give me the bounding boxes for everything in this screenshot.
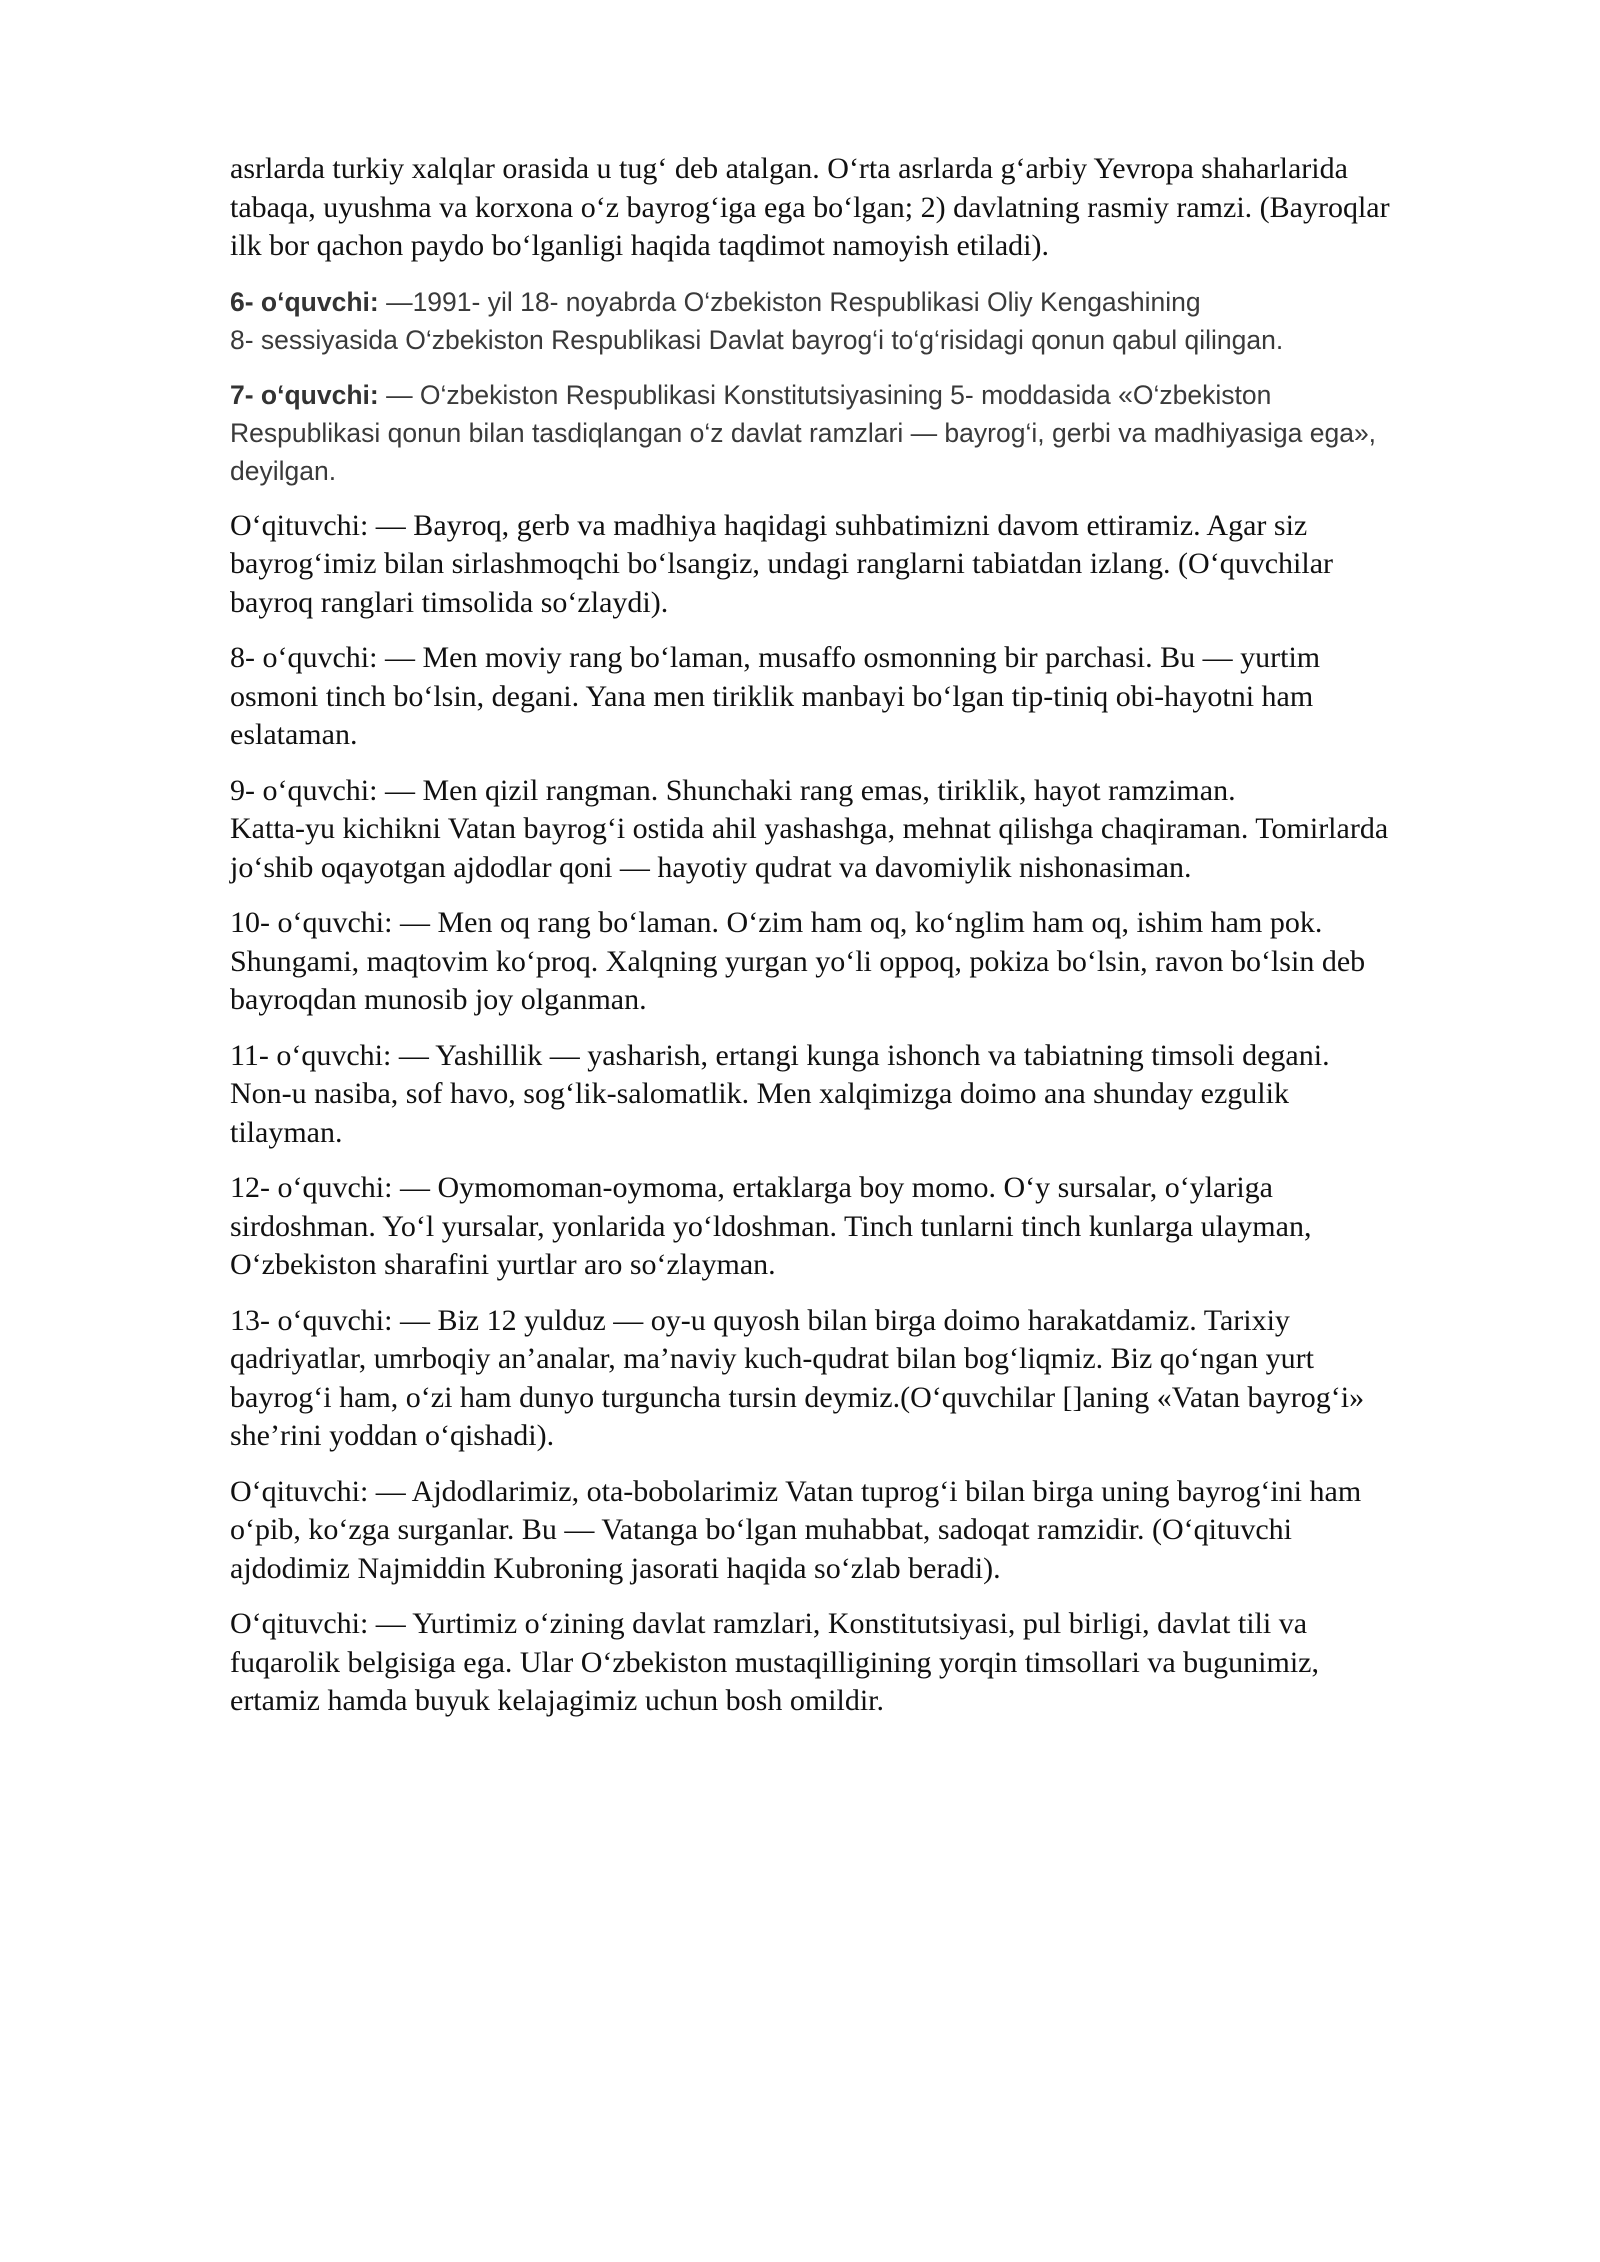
text-line: bayroq ranglari timsolida so‘zlaydi). <box>230 585 669 619</box>
text-line: 10- o‘quvchi: — Men oq rang bo‘laman. O‘zim ham oq, ko‘nglim ham oq, ishim ham pok. <box>230 906 1323 939</box>
text-line: O‘qituvchi: — Bayroq, gerb va madhiya haqidagi suhbatimizni davom ettiramiz. Agar siz <box>230 508 1308 542</box>
text-line: o‘pib, ko‘zga surganlar. Bu — Vatanga bo‘lgan muhabbat, sadoqat ramzidir. (O‘qituvchi <box>230 1513 1292 1546</box>
text-line: Non-u nasiba, sof havo, sog‘lik-salomatlik. Men xalqimizga doimo ana shunday ezgulik <box>230 1077 1289 1110</box>
text-line: deyilgan. <box>230 455 337 486</box>
text-line: Respublikasi qonun bilan tasdiqlangan o‘z davlat ramzlari — bayrog‘i, gerbi va madhiyasiga ega», <box>230 417 1377 448</box>
text-line: ajdodimiz Najmiddin Kubroning jasorati haqida so‘zlab beradi). <box>230 1551 1001 1585</box>
text-line: osmoni tinch bo‘lsin, degani. Yana men tiriklik manbayi bo‘lgan tip-tiniq obi-hayotni ham <box>230 679 1314 713</box>
paragraph-teacher-ancestors <box>230 1473 1490 1589</box>
paragraph-student-8 <box>230 639 1490 755</box>
paragraph-student-11 <box>230 1037 1490 1153</box>
text-line: 11- o‘quvchi: — Yashillik — yasharish, ertangi kunga ishonch va tabiatning timsoli degani. <box>230 1038 1330 1072</box>
text-line: tabaqa, uyushma va korxona o‘z bayrog‘iga ega bo‘lgan; 2) davlatning rasmiy ramzi. (Bayroqlar <box>230 190 1390 224</box>
text-line: jo‘shib oqayotgan ajdodlar qoni — hayotiy qudrat va davomiylik nishonasiman. <box>230 850 1192 884</box>
paragraph-student-6 <box>230 283 1490 359</box>
text-line: sirdoshman. Yo‘l yursalar, yonlarida yo‘ldoshman. Tinch tunlarni tinch kunlarga ulayman, <box>230 1209 1312 1243</box>
speaker-label: 7- o‘quvchi: <box>230 379 379 410</box>
line-text: —1991- yil 18- noyabrda O‘zbekiston Respublikasi Oliy Kengashining <box>378 286 1201 317</box>
text-line: she’rini yoddan o‘qishadi). <box>230 1419 555 1452</box>
text-line: ertamiz hamda buyuk kelajagimiz uchun bosh omildir. <box>230 1684 885 1717</box>
paragraph-student-12 <box>230 1169 1490 1285</box>
text-line: 8- o‘quvchi: — Men moviy rang bo‘laman, musaffo osmonning bir parchasi. Bu — yurtim <box>230 641 1321 674</box>
text-line: bayrog‘imiz bilan sirlashmoqchi bo‘lsangiz, undagi ranglarni tabiatdan izlang. (O‘quvchilar <box>230 547 1333 580</box>
speaker-label: 6- o‘quvchi: <box>230 286 379 317</box>
text-line: fuqarolik belgisiga ega. Ular O‘zbekiston mustaqilligining yorqin timsollari va bugunimiz, <box>230 1645 1319 1679</box>
line-text: — O‘zbekiston Respublikasi Konstitutsiyasining 5- moddasida «O‘zbekiston <box>378 379 1272 410</box>
text-line: O‘qituvchi: — Yurtimiz o‘zining davlat ramzlari, Konstitutsiyasi, pul birligi, davlat tili va <box>230 1607 1308 1640</box>
text-line: O‘zbekiston sharafini yurtlar aro so‘zlayman. <box>230 1248 776 1281</box>
text-line: asrlarda turkiy xalqlar orasida u tug‘ deb atalgan. O‘rta asrlarda g‘arbiy Yevropa shaharlarida <box>230 152 1348 185</box>
text-line: bayroqdan munosib joy olganman. <box>230 983 647 1016</box>
text-line: 13- o‘quvchi: — Biz 12 yulduz — oy-u quyosh bilan birga doimo harakatdamiz. Tarixiy <box>230 1303 1290 1337</box>
paragraph-student-9 <box>230 772 1490 888</box>
text-line: Katta-yu kichikni Vatan bayrog‘i ostida ahil yashashga, mehnat qilishga chaqiraman. Tomirlarda <box>230 812 1389 845</box>
text-line: O‘qituvchi: — Ajdodlarimiz, ota-bobolarimiz Vatan tuprog‘i bilan birga uning bayrog‘ini ham <box>230 1474 1362 1508</box>
text-line <box>230 376 1490 414</box>
paragraph-teacher-conclusion <box>230 1605 1490 1721</box>
text-line: Shungami, maqtovim ko‘proq. Xalqning yurgan yo‘li oppoq, pokiza bo‘lsin, ravon bo‘lsin deb <box>230 944 1366 978</box>
text-line: 9- o‘quvchi: — Men qizil rangman. Shunchaki rang emas, tiriklik, hayot ramziman. <box>230 773 1236 807</box>
text-line <box>230 283 1490 321</box>
text-line: 8- sessiyasida O‘zbekiston Respublikasi Davlat bayrog‘i to‘g‘risidagi qonun qabul qilingan. <box>230 324 1284 355</box>
paragraph-teacher-colors <box>230 507 1490 623</box>
text-line: qadriyatlar, umrboqiy an’analar, ma’naviy kuch-qudrat bilan bog‘liqmiz. Biz qo‘ngan yurt <box>230 1342 1314 1375</box>
paragraph-flag-history <box>230 150 1490 266</box>
text-line: ilk bor qachon paydo bo‘lganligi haqida taqdimot namoyish etiladi). <box>230 229 1049 262</box>
text-line: eslataman. <box>230 718 358 751</box>
text-line: tilayman. <box>230 1115 343 1149</box>
text-line: 12- o‘quvchi: — Oymomoman-oymoma, ertaklarga boy momo. O‘y sursalar, o‘ylariga <box>230 1171 1273 1204</box>
paragraph-student-7 <box>230 376 1490 490</box>
text-line: bayrog‘i ham, o‘zi ham dunyo turguncha tursin deymiz.(O‘quvchilar []aning «Vatan bayrog‘i» <box>230 1380 1365 1414</box>
document-page <box>230 150 1490 1738</box>
paragraph-student-13 <box>230 1302 1490 1456</box>
paragraph-student-10 <box>230 904 1490 1020</box>
